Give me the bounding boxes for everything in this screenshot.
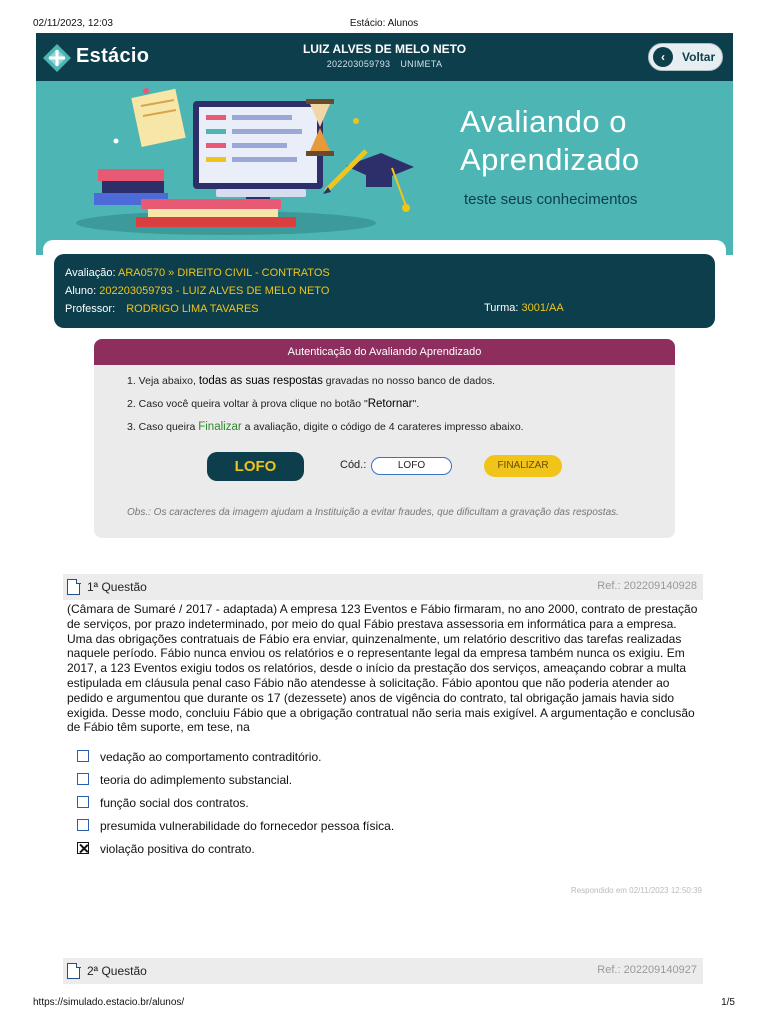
auth-step-2-emphasis: Retornar [367,398,413,410]
checkbox[interactable] [77,819,89,831]
auth-step-2 [127,398,419,410]
turma-value: 3001/AA [521,302,564,314]
question-1-text: (Câmara de Sumaré / 2017 - adaptada) A empresa 123 Eventos e Fábio firmaram, no ano 2000, contrato de prestação de serviços, por prazo indeterminado, por meio do qual Fábio prestava assessoria em informática para a empresa. Uma das obrigações contratuais de Fábio era enviar, quinzenalmente, um relatório descritivo das tarefas realizadas naquele período. Fábio nunca enviou os relatórios e o representante legal da empresa também nunca os exigiu. Em 2017, a 123 Eventos exigiu todos os relatórios, desde o início da prestação dos serviços, ameaçando cobrar a multa estipulada em cláusula penal caso Fábio não atendesse à solicitação. Fábio apontou que não poderia atender ao pedido e argumentou que durante os 17 (dezessete) anos de vigência do contrato, tal obrigação jamais havia sido exigida. Desse modo, concluiu Fábio que a obrigação contratual não seria mais exigível. A argumentação e conclusão de Fábio têm suporte, em tese, na [67,602,698,735]
chevron-left-icon: ‹ [653,47,673,67]
auth-step-2-post: ". [412,398,420,410]
question-2-header [63,958,703,984]
campus-name: UNIMETA [400,59,443,69]
banner-title-line1: Avaliando o [460,104,627,139]
option-label: função social dos contratos. [100,796,249,810]
checkbox-checked[interactable] [77,842,89,854]
back-button-label: Voltar [682,50,716,64]
info-avaliacao-row [65,267,330,279]
study-illustration [36,81,436,255]
option-label: presumida vulnerabilidade do fornecedor pessoa física. [100,819,395,833]
banner-title-line2: Aprendizado [460,142,640,177]
avaliacao-value: ARA0570 » DIREITO CIVIL - CONTRATOS [118,267,330,279]
authentication-panel [94,339,675,538]
auth-step-1 [127,375,495,387]
auth-title: Autenticação do Avaliando Aprendizado [94,339,675,365]
print-doc-title: Estácio: Alunos [349,18,419,29]
print-footer [0,995,768,1015]
auth-step-1-emphasis: todas as suas respostas [198,375,323,387]
student-info [36,42,733,69]
avaliacao-label: Avaliação: [65,267,116,279]
question-2-title: 2ª Questão [87,964,147,978]
question-1-ref: Ref.: 202209140928 [597,580,697,592]
option-label: vedação ao comportamento contraditório. [100,750,322,764]
captcha-code: LOFO [207,452,304,481]
option-label: teoria do adimplemento substancial. [100,773,293,787]
document-icon [67,579,80,595]
checkbox[interactable] [77,750,89,762]
auth-step-1-pre: 1. Veja abaixo, [127,375,199,387]
auth-step-1-post: gravadas no nosso banco de dados. [322,375,496,387]
print-datetime: 02/11/2023, 12:03 [33,18,113,29]
professor-label: Professor: [65,303,116,315]
turma-label: Turma: [484,302,519,314]
checkbox[interactable] [77,773,89,785]
option-label: violação positiva do contrato. [100,842,255,856]
assessment-info [54,254,715,328]
auth-step-3-pre: 3. Caso queira [127,421,199,433]
auth-step-3 [127,421,524,433]
brand-name: Estácio [76,45,150,67]
info-professor-row [65,303,259,315]
banner-subtitle: teste seus conhecimentos [464,191,638,208]
student-name: LUIZ ALVES DE MELO NETO [302,42,467,56]
professor-value: RODRIGO LIMA TAVARES [126,303,259,315]
auth-note: Obs.: Os caracteres da imagem ajudam a Instituição a evitar fraudes, que dificultam a gravação das respostas. [127,507,619,518]
hero-banner [36,81,733,255]
auth-step-3-emphasis: Finalizar [198,421,242,433]
info-aluno-row [65,285,329,297]
question-1-title: 1ª Questão [87,580,147,594]
answered-timestamp: Respondido em 02/11/2023 12:50:39 [570,886,702,895]
finalizar-button[interactable]: FINALIZAR [484,455,562,477]
aluno-label: Aluno: [65,285,97,297]
info-turma [484,302,564,314]
student-id: 202203059793 [326,59,391,69]
question-1-header [63,574,703,600]
aluno-value: 202203059793 - LUIZ ALVES DE MELO NETO [99,285,330,297]
back-button[interactable] [648,43,723,71]
print-header [0,0,768,30]
print-url: https://simulado.estacio.br/alunos/ [33,997,185,1008]
checkbox[interactable] [77,796,89,808]
print-page-number: 1/5 [721,997,735,1008]
auth-step-2-pre: 2. Caso você queira voltar à prova clique no botão " [127,398,368,410]
document-icon [67,963,80,979]
banner-title [460,103,640,179]
code-input[interactable]: LOFO [371,457,452,475]
question-2-ref: Ref.: 202209140927 [597,964,697,976]
top-bar [36,33,733,81]
auth-step-3-post: a avaliação, digite o código de 4 carateres impresso abaixo. [241,421,524,433]
code-label: Cód.: [340,459,367,471]
